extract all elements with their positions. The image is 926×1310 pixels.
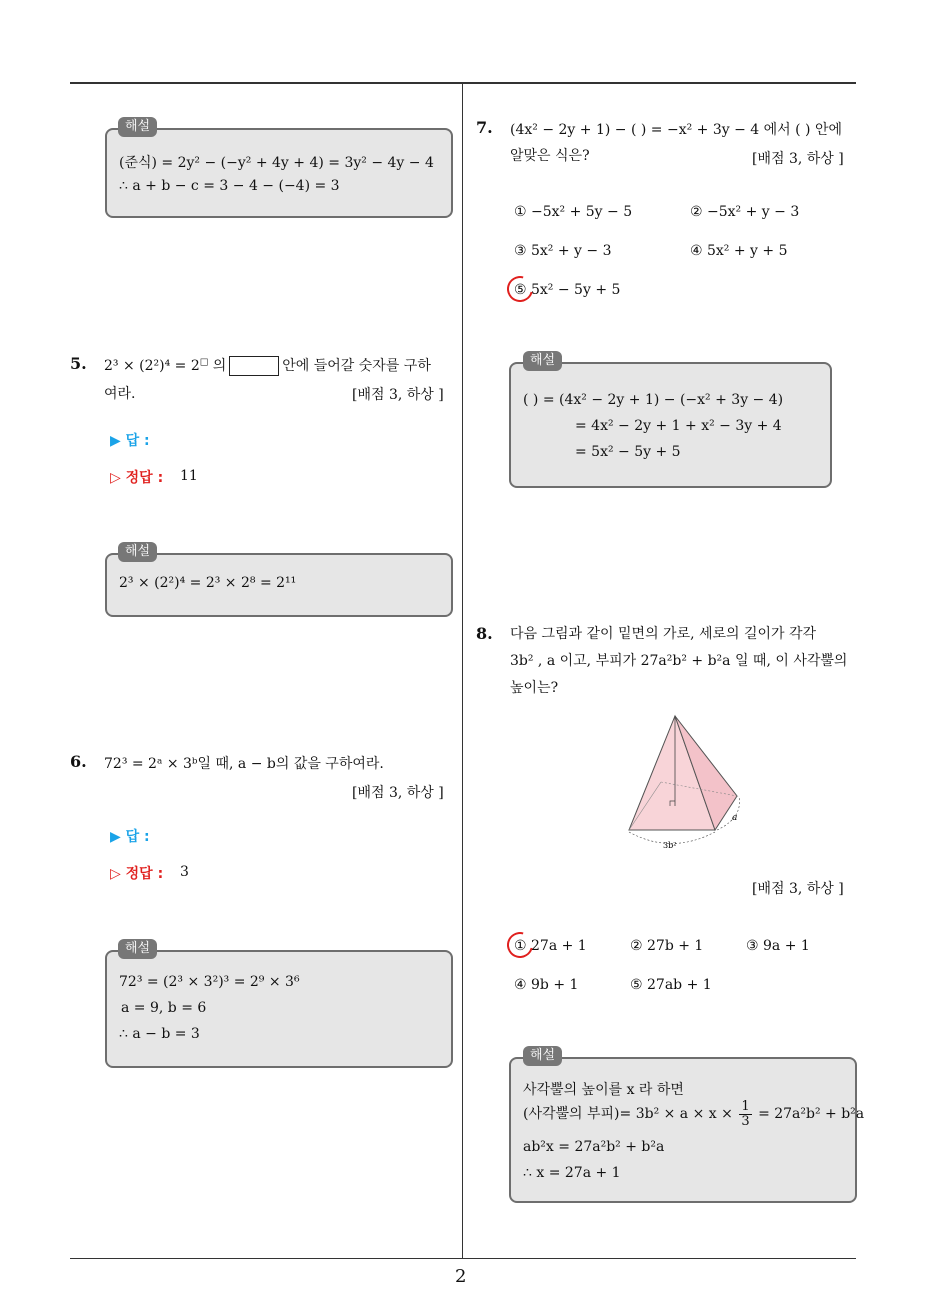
q5-solution-tag: 해설 <box>118 542 157 562</box>
q7-option-3[interactable]: ③ 5x² + y − 3 <box>514 243 612 259</box>
q4-solution-tag: 해설 <box>118 117 157 137</box>
q8-question-line-3: 높이는? <box>510 680 559 696</box>
q5-correct-value: 11 <box>180 468 198 484</box>
q6-solution-line-2: a = 9, b = 6 <box>121 1000 207 1016</box>
q8-option-1[interactable]: ① 27a + 1 <box>514 938 587 954</box>
q8-selected-circle-mark <box>502 927 538 963</box>
q4-solution-line-1: (준식) = 2y² − (−y² + 4y + 4) = 3y² − 4y − 4 <box>119 155 434 171</box>
one-third-fraction <box>739 1100 751 1129</box>
q6-solution-box <box>105 950 453 1068</box>
q7-option-1[interactable]: ① −5x² + 5y − 5 <box>514 204 633 220</box>
q5-score-meta: [배점 3, 하상 ] <box>352 387 444 403</box>
q5-correct-label: ▷ 정답 : <box>110 470 164 486</box>
q8-solution-line-1: 사각뿔의 높이를 x 라 하면 <box>523 1082 684 1098</box>
q5-text-rest: 안에 들어갈 숫자를 구하 <box>282 358 431 374</box>
q8-option-5[interactable]: ⑤ 27ab + 1 <box>630 977 712 993</box>
q6-answer-label[interactable]: ▶ 답 : <box>110 829 150 845</box>
q6-number: 6. <box>70 752 87 771</box>
q5-question-line-2: 여라. <box>104 386 136 402</box>
q6-question-line-1: 72³ = 2ᵃ × 3ᵇ일 때, a − b의 값을 구하여라. <box>104 756 384 772</box>
q5-exponent-box: □ <box>199 357 209 368</box>
q7-option-4[interactable]: ④ 5x² + y + 5 <box>690 243 788 259</box>
q6-correct-label: ▷ 정답 : <box>110 866 164 882</box>
q8-solution-line-2-left: (사각뿔의 부피)= 3b² × a × x × <box>523 1106 733 1122</box>
q7-option-5[interactable]: ⑤ 5x² − 5y + 5 <box>514 282 621 298</box>
q8-solution-line-4: ∴ x = 27a + 1 <box>523 1165 621 1181</box>
q8-number: 8. <box>476 624 493 643</box>
q5-blank-box <box>229 356 279 376</box>
q4-solution-line-2: ∴ a + b − c = 3 − 4 − (−4) = 3 <box>119 178 340 194</box>
q8-solution-tag: 해설 <box>523 1046 562 1066</box>
q7-solution-line-3: = 5x² − 5y + 5 <box>575 444 681 460</box>
q7-solution-line-2: = 4x² − 2y + 1 + x² − 3y + 4 <box>575 418 782 434</box>
q8-solution-line-3: ab²x = 27a²b² + b²a <box>523 1139 665 1155</box>
q6-score-meta: [배점 3, 하상 ] <box>352 785 444 801</box>
q6-solution-line-1: 72³ = (2³ × 3²)³ = 2⁹ × 3⁶ <box>119 974 300 990</box>
figure-label-a: a <box>732 813 738 823</box>
pyramid-figure <box>615 710 755 860</box>
q6-solution-line-3: ∴ a − b = 3 <box>119 1026 200 1042</box>
q8-question-line-1: 다음 그림과 같이 밑면의 가로, 세로의 길이가 각각 <box>510 626 817 642</box>
q7-option-2[interactable]: ② −5x² + y − 3 <box>690 204 800 220</box>
q8-solution-box <box>509 1057 865 1203</box>
q8-option-3[interactable]: ③ 9a + 1 <box>746 938 810 954</box>
q5-particle: 의 <box>208 358 227 374</box>
q7-score-meta: [배점 3, 하상 ] <box>752 151 844 167</box>
q5-question-line-1 <box>104 352 431 380</box>
q6-correct-value: 3 <box>180 864 189 880</box>
q7-number: 7. <box>476 118 493 137</box>
bottom-rule <box>70 1258 856 1259</box>
q5-expr: 2³ × (2²)⁴ = 2 <box>104 358 200 374</box>
column-divider <box>462 84 463 1259</box>
q5-answer-label[interactable]: ▶ 답 : <box>110 433 150 449</box>
q4-solution-box <box>105 128 453 218</box>
q7-solution-box <box>509 362 832 488</box>
q7-question-line-2: 알맞은 식은? <box>510 148 590 164</box>
top-rule <box>70 82 856 84</box>
figure-label-b: 3b² <box>663 841 677 850</box>
q5-number: 5. <box>70 354 87 373</box>
q8-option-2[interactable]: ② 27b + 1 <box>630 938 704 954</box>
q5-solution-box <box>105 553 453 617</box>
q8-question-line-2: 3b² , a 이고, 부피가 27a²b² + b²a 일 때, 이 사각뿔의 <box>510 653 848 669</box>
q8-solution-line-2 <box>523 1099 864 1129</box>
q5-solution-line-1: 2³ × (2²)⁴ = 2³ × 2⁸ = 2¹¹ <box>119 575 297 591</box>
q8-score-meta: [배점 3, 하상 ] <box>752 881 844 897</box>
q6-solution-tag: 해설 <box>118 939 157 959</box>
fraction-denominator: 3 <box>741 1113 750 1129</box>
q7-question-line-1: (4x² − 2y + 1) − ( ) = −x² + 3y − 4 에서 ( ) 안에 <box>510 122 843 138</box>
q7-solution-tag: 해설 <box>523 351 562 371</box>
fraction-numerator: 1 <box>741 1098 750 1114</box>
q8-solution-line-2-right: = 27a²b² + b²a <box>758 1106 865 1122</box>
q7-solution-line-1: ( ) = (4x² − 2y + 1) − (−x² + 3y − 4) <box>523 392 784 408</box>
q8-option-4[interactable]: ④ 9b + 1 <box>514 977 579 993</box>
q7-selected-circle-mark <box>502 271 538 307</box>
page-number: 2 <box>455 1266 467 1287</box>
